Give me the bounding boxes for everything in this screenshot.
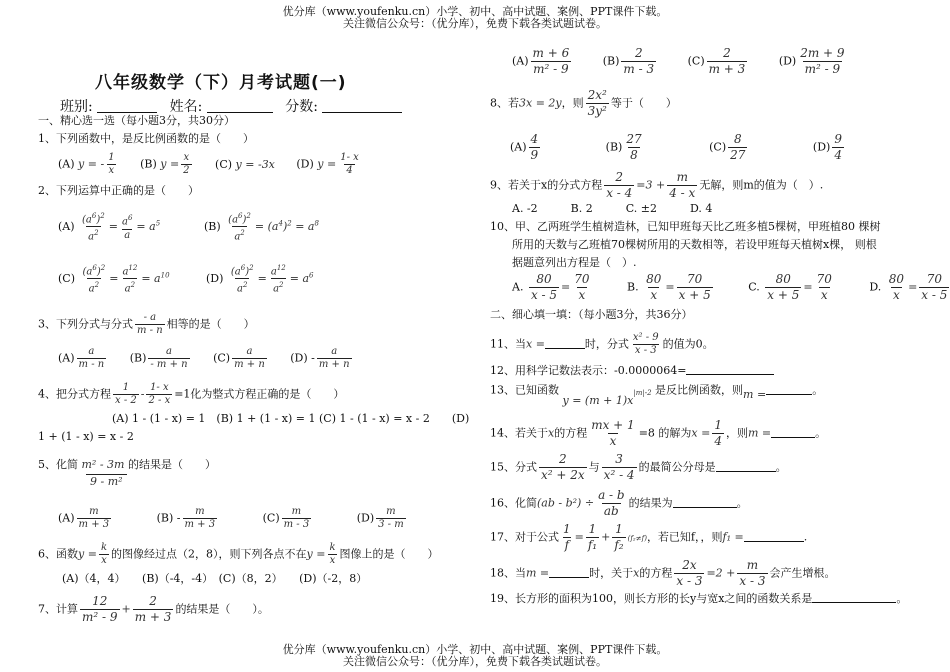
q5-denominator: 9 - m² (86, 474, 127, 489)
question-5-stem: 5、化简 m² - 3m 的结果是（ ） (38, 458, 216, 471)
q5-option-b[interactable]: (B) - $\frac{m}{m + 3}$ (156, 506, 216, 530)
page-footer (0, 644, 950, 668)
q10-option-d[interactable]: D. $\frac{80}{x}$ = $\frac{70}{x - 5}$ (869, 272, 948, 302)
page-header (0, 6, 950, 30)
question-9-options[interactable]: A. -2 B. 2 C. ±2 D. 4 (512, 202, 713, 215)
footer-line-1: 优分库（www.youfenku.cn）小学、初中、高中试题、案例、PPT课件下载。 (282, 643, 668, 656)
class-field[interactable] (97, 98, 157, 113)
q7-option-b[interactable]: (B) $\frac{2}{m - 3}$ (602, 46, 655, 76)
question-8-options (510, 132, 864, 163)
question-8-stem: 8、若3x = 2y，则 $\frac{\text{2x²}}{\text{3y²}}$ 等于（ ） (490, 88, 677, 118)
header-line-2: 关注微信公众号：（优分库），免费下载各类试题试卷。 (343, 17, 607, 30)
q3-option-d[interactable]: (D) - $\frac{a}{m + n}$ (290, 346, 350, 370)
q19-blank[interactable] (812, 590, 896, 603)
question-4-stem: 4、把分式方程 $\frac{1}{x - 2}$ - $\frac{1- x}{2 - x}$ =1化为整式方程正确的是（ ） (38, 382, 345, 406)
q10-option-c[interactable]: C. $\frac{80}{x + 5}$ = $\frac{70}{x}$ (748, 272, 832, 302)
footer-line-2: 关注微信公众号：（优分库），免费下载各类试题试卷。 (343, 655, 607, 668)
exam-title: 八年级数学（下）月考试题(一) (95, 73, 347, 93)
q8-option-a[interactable]: (A) $\frac{4}{9}$ (510, 132, 539, 162)
question-1-options (58, 152, 381, 177)
q16-blank[interactable] (673, 495, 737, 508)
q10-option-a[interactable]: A. $\frac{80}{x - 5}$ = $\frac{70}{x}$ (512, 272, 590, 302)
class-label: 班别: (60, 99, 93, 115)
question-3-stem: 3、下列分式与分式 $\frac{- a}{m - n}$ 相等的是（ ） (38, 312, 255, 336)
q3-option-c[interactable]: (C) $\frac{a}{m + n}$ (213, 346, 265, 370)
q17-blank[interactable] (744, 529, 804, 542)
q4-option-d[interactable]: 1 + (1 - x) = x - 2 (38, 430, 134, 443)
question-7-stem: 7、计算 $\frac{12}{\text{m² - 9}}$ + $\frac{2}{m + 3}$ 的结果是（ ）。 (38, 594, 269, 624)
q18-blank[interactable] (549, 565, 589, 578)
score-field[interactable] (322, 98, 402, 113)
q7-option-d[interactable]: (D) $\frac{2m + 9}{\text{m² - 9}}$ (778, 46, 845, 76)
q2-option-d[interactable]: (D) $\frac{(a^6)^2}{a^2}$ = $\frac{a^{12}}{a^2}$ = $a^6$ (206, 264, 314, 295)
q1-option-c[interactable]: (C) y = -3x (215, 157, 275, 171)
q2-option-b[interactable]: (B) $\frac{(a^6)^2}{a^2}$ = $(a^4)^2 = a^8$ (204, 212, 319, 243)
question-15: 15、分式 $\frac{2}{\text{x² + 2x}}$ 与 $\frac{3}{\text{x² - 4}}$ 的最简公分母是 。 (490, 452, 787, 482)
question-3-options (58, 346, 372, 371)
q5-option-c[interactable]: (C) $\frac{m}{m - 3}$ (262, 506, 310, 530)
q1-option-d[interactable]: (D) y = $\frac{1- x}{4}$ (296, 152, 359, 176)
q2-option-a[interactable]: (A) $\frac{(a^6)^2}{a^2}$ = $\frac{a^6}{a}$ = $a^5$ (58, 212, 161, 243)
student-info (60, 96, 402, 116)
question-5-options (58, 506, 426, 531)
name-field[interactable] (207, 98, 273, 113)
q7-option-c[interactable]: (C) $\frac{2}{m + 3}$ (687, 46, 746, 76)
question-18: 18、当m = 时，关于x的方程 $\frac{2x}{x - 3}$ =2 + $\frac{m}{x - 3}$ 会产生增根。 (490, 558, 836, 588)
q3-option-b[interactable]: (B) $\frac{a}{- m + n}$ (129, 346, 188, 370)
question-16: 16、化简(ab - b²) ÷ $\frac{a - b}{ab}$ 的结果为 。 (490, 488, 748, 518)
question-6-stem: 6、函数y = $\frac{k}{x}$ 的图像经过点（2，8），则下列各点不在y = $\frac{k}{x}$ 图像上的是（ ） (38, 542, 439, 566)
section-2-heading: 二、细心填一填：（每小题3分，共36分） (490, 308, 693, 321)
name-label: 姓名: (169, 99, 203, 115)
q8-option-b[interactable]: (B) $\frac{27}{8}$ (605, 132, 642, 162)
question-2-stem: 2、下列运算中正确的是（ ） (38, 184, 199, 197)
question-12: 12、用科学记数法表示：-0.0000064= (490, 362, 774, 378)
question-10-options (512, 272, 950, 303)
q5-option-a[interactable]: (A) $\frac{m}{m + 3}$ (58, 506, 110, 530)
q13-blank[interactable] (766, 382, 812, 395)
question-19: 19、长方形的面积为100，则长方形的长y与宽x之间的函数关系是 。 (490, 592, 908, 605)
question-10-line-3: 据题意列出方程是（ ）. (512, 256, 637, 269)
section-1-heading: 一、精心选一选（每小题3分，共30分） (38, 114, 235, 127)
q8-option-c[interactable]: (C) $\frac{8}{27}$ (709, 132, 746, 162)
question-9-stem: 9、若关于x的分式方程 $\frac{2}{x - 4}$ =3 + $\frac{m}{4 - x}$ 无解，则m的值为（ ）. (490, 170, 824, 200)
q3-option-a[interactable]: (A) $\frac{a}{m - n}$ (58, 346, 105, 370)
q12-blank[interactable] (686, 362, 774, 375)
question-13: 13、已知函数 $y = (m + 1)x^{|m|-2}$ 是反比例函数，则m = 。 (490, 383, 824, 407)
q15-blank[interactable] (716, 459, 776, 472)
q2-option-c[interactable]: (C) $\frac{(a^6)^2}{a^2}$ = $\frac{a^{12}}{a^2}$ = $a^{10}$ (58, 264, 170, 295)
question-1-stem: 1、下列函数中，是反比例函数的是（ ） (38, 132, 254, 145)
header-line-1: 优分库（www.youfenku.cn）小学、初中、高中试题、案例、PPT课件下载。 (282, 5, 668, 18)
q8-option-d[interactable]: (D) $\frac{9}{4}$ (812, 132, 842, 162)
question-17: 17、对于公式 $\frac{1}{f}$ = $\frac{1}{\text{f₁}}$ + $\frac{1}{\text{f₂}}$ (f₂≠f)，若已知f，，则f₁ = . (490, 522, 808, 552)
q11-blank[interactable] (545, 336, 585, 349)
question-4-options[interactable]: (A) 1 - (1 - x) = 1 (B) 1 + (1 - x) = 1 (C) 1 - (1 - x) = x - 2 (D) (112, 412, 470, 425)
q14-blank[interactable] (771, 425, 815, 438)
question-11: 11、当x = 时，分式 $\frac{\text{x² - 9}}{x - 3}$ 的值为0。 (490, 332, 714, 356)
question-6-options[interactable]: (A)（4，4） (B)（-4，-4） (C)（8，2） (D)（-2，8） (62, 572, 368, 585)
q5-option-d[interactable]: (D) $\frac{m}{3 - m}$ (356, 506, 404, 530)
question-10-line-1: 10、甲、乙两班学生植树造林，已知甲班每天比乙班多植5棵树，甲班植80 棵树 (490, 220, 881, 233)
q1-option-a[interactable]: (A) y = - $\frac{1}{x}$ (58, 152, 115, 176)
q10-option-b[interactable]: B. $\frac{80}{x}$ = $\frac{70}{x + 5}$ (627, 272, 711, 302)
q7-option-a[interactable]: (A) $\frac{m + 6}{\text{m² - 9}}$ (512, 46, 570, 76)
q1-option-b[interactable]: (B) y = $\frac{x}{2}$ (140, 152, 190, 176)
question-10-line-2: 所用的天数与乙班植70棵树所用的天数相等，若设甲班每天植树x棵， 则根 (512, 238, 877, 251)
question-14: 14、若关于x的方程 $\frac{mx + 1}{x}$ =8 的解为x = $\frac{1}{4}$ ，则m = 。 (490, 418, 827, 448)
score-label: 分数: (285, 99, 318, 115)
question-7-options (512, 46, 867, 77)
